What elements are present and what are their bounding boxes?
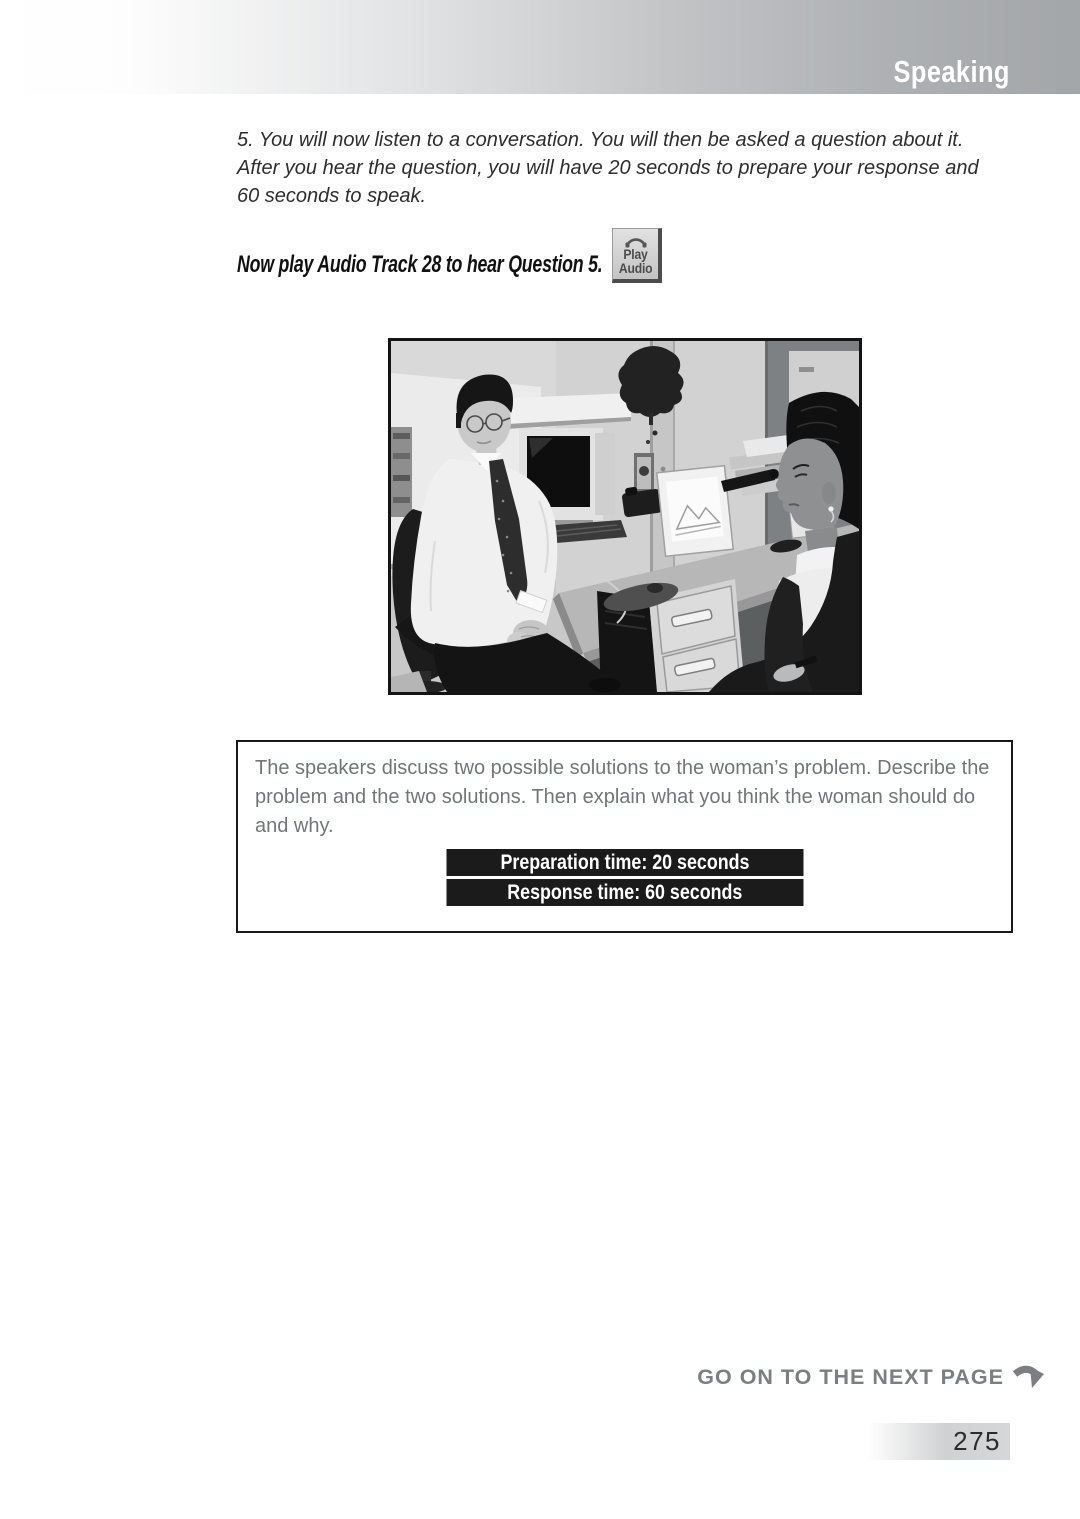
time-bars [446, 849, 803, 909]
question-prompt [255, 754, 989, 841]
play-audio-label-line1: Play [623, 247, 648, 262]
task-instructions-line-3: 60 seconds to speak. [237, 185, 427, 207]
task-instructions [237, 126, 979, 210]
play-audio-button[interactable] [612, 228, 662, 283]
page-number-bar [868, 1423, 1010, 1460]
next-page-arrow-icon [1013, 1364, 1045, 1398]
preparation-time-label: Preparation time: 20 seconds [500, 850, 749, 874]
task-instructions-line-1: 5. You will now listen to a conversation. You will then be asked a question about it. [237, 129, 964, 151]
play-audio-label-line2: Audio [618, 261, 653, 276]
office-scene-illustration [391, 341, 859, 692]
question-box [236, 740, 1013, 933]
section-header-bar [0, 0, 1080, 94]
section-title: Speaking [893, 54, 1010, 89]
audio-instruction: Now play Audio Track 28 to hear Question 5. [237, 251, 603, 278]
task-instructions-line-2: After you hear the question, you will have 20 seconds to prepare your response and [237, 157, 979, 179]
question-prompt-line-2: problem and the two solutions. Then explain what you think the woman should do [255, 786, 976, 808]
response-time-bar [446, 879, 803, 906]
laptop-frame [657, 466, 733, 557]
question-prompt-line-1: The speakers discuss two possible solutions to the woman’s problem. Describe the [255, 757, 990, 779]
page-number: 275 [953, 1426, 1001, 1456]
go-on-next-page-label: GO ON TO THE NEXT PAGE [697, 1365, 1004, 1389]
bookshelf [391, 427, 412, 517]
conversation-photo [388, 338, 862, 695]
question-prompt-line-3: and why. [255, 815, 334, 837]
go-on-next-page [697, 1363, 1045, 1398]
response-time-label: Response time: 60 seconds [506, 880, 743, 904]
headphones-icon [623, 231, 649, 248]
preparation-time-bar [446, 849, 803, 876]
